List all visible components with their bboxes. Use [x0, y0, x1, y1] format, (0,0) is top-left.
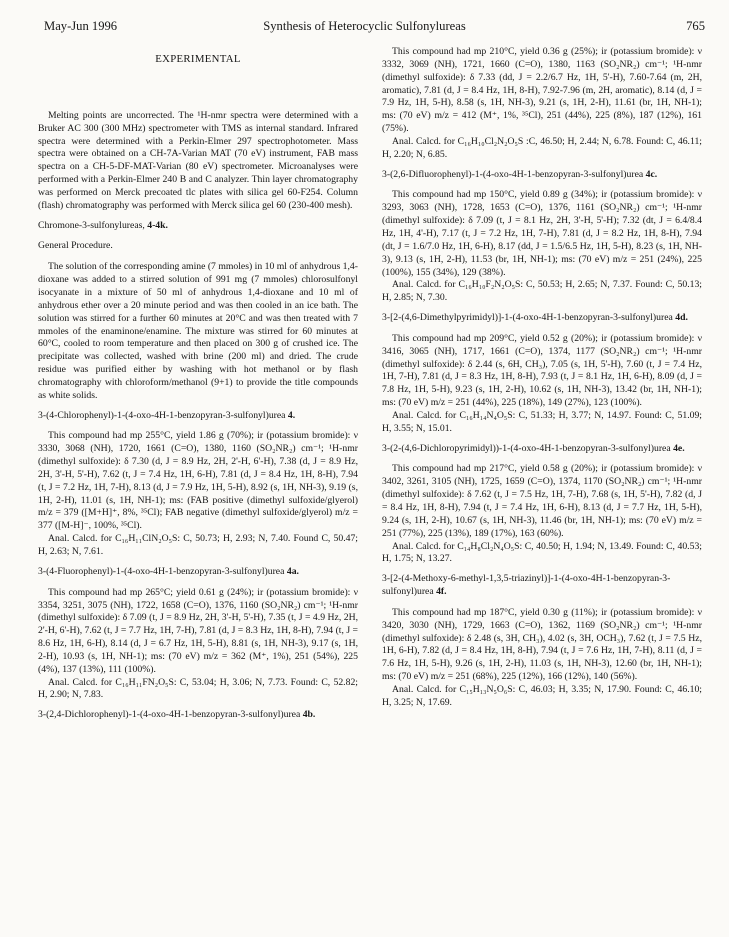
- compound-4e-data: This compound had mp 217°C, yield 0.58 g (20%); ir (potassium bromide): ν 3402, 3261, 3105 (NH), 1725, 1659 (C=O), 1374, 1170 (SO₂NR₂) cm⁻¹; ¹H-nmr (dimethyl sulfoxide): δ 7.62 (t, J = 7.5 Hz, 1H, 7-H), 7.68 (s, 1H, 5'-H), 7.82 (d, J = 8.4 Hz, 1H, 8-H), 7.94 (t, J = 7.4 Hz, 1H, 6-H), 8.13 (d, J = 7.7 Hz, 1H, 5-H), 9.24 (s, 1H, 2-H), 10.67 (s, 1H, NH-3), 11.46 (br, 1H, NH-1); ms: (70 eV) m/z = 251 (77%), 225 (13%), 189 (17%), 163 (60%).: [382, 463, 702, 539]
- general-methods-paragraph: Melting points are uncorrected. The ¹H-nmr spectra were determined with a Bruker AC 300 (300 MHz) spectrometer with TMS as internal standard. Infrared spectra were determined with a Perkin-Elmer 297 spectrophotometer. Mass spectra were obtained on a CH-7A-Varian MAT (70 eV) instrument, FAB mass spectra on a CH-5-DF-MAT-Varian (80 eV) spectrometer. Microanalyses were performed with a Perkin-Elmer 240 B and C analyzer. Thin layer chromatography was performed on Merck precoated tlc plates with silica gel 60-F254. Column (flash) chromatography was performed with Merck silica gel 60 (230-400 mesh).: [38, 109, 358, 211]
- compound-4b-ref: 4b.: [302, 709, 316, 721]
- compound-4f-ref: 4f.: [436, 586, 447, 598]
- compound-4e-analysis: Anal. Calcd. for C₁₄H₈Cl₂N₄O₅S: C, 40.50; H, 1.94; N, 13.49. Found: C, 40.53; H, 1.75; N, 13.27.: [382, 540, 702, 565]
- compound-4d-analysis: Anal. Calcd. for C₁₆H₁₄N₄O₅S: C, 51.33; H, 3.77; N, 14.97. Found: C, 51.09; H, 3.55; N, 15.01.: [382, 409, 702, 434]
- running-head-date: May-Jun 1996: [44, 19, 118, 33]
- general-procedure-paragraph: The solution of the corresponding amine (7 mmoles) in 10 ml of anhydrous 1,4-dioxane was added to a stirred solution of 991 mg (7 mmoles) chlorosulfonyl isocyanate in a mixture of 50 ml of anhydrous 1,4-dioxane and 10 ml of anhydrous ether over a 20 minute period and was then cooled in an ice bath. The solution was stirred for a further 60 minutes at 20°C and was then treated with 7 mmoles of the enaminone/enamine. The mixture was stirred for 60 minutes at 60°C, cooled to room temperature and then placed on 300 g of crushed ice. The precipitate was collected, washed with brine (200 ml) and dried. The crude residue was purified either by washing with hot methanol or by flash chromatography with chloroform/methanol (9+1) to provide the title compounds as white solids.: [38, 261, 358, 401]
- compound-4d-data: This compound had mp 209°C, yield 0.52 g (20%); ir (potassium bromide): ν 3416, 3065 (NH), 1717, 1661 (C=O), 1374, 1177 (SO₂NR₂) cm⁻¹; ¹H-nmr (dimethyl sulfoxide): δ 2.44 (s, 6H, CH₃), 7.05 (s, 1H, 5'-H), 7.60 (t, J = 7.4 Hz, 1H, 7-H), 7.81 (d, J = 8.3 Hz, 1H, 8-H), 7.93 (t, J = 8.1 Hz, 1H, 6-H), 8.09 (d, J = 7.8 Hz, 1H, 5-H), 9.23 (s, 1H, 2-H), 10.62 (s, 1H, NH-3), 13.42 (br, 1H, NH-1); ms: (70 eV) m/z = 251 (44%), 225 (18%), 149 (27%), 123 (100%).: [382, 332, 702, 409]
- compound-4-analysis: Anal. Calcd. for C₁₆H₁₁ClN₂O₅S: C, 50.73; H, 2.93; N, 7.40. Found C, 50.47; H, 2.63; N, 7.61.: [38, 533, 358, 557]
- compound-4a-data: This compound had mp 265°C; yield 0.61 g (24%); ir (potassium bromide): ν 3354, 3251, 3075 (NH), 1722, 1658 (C=O), 1376, 1160 (SO₂NR₂) cm⁻¹; ¹H-nmr (dimethyl sulfoxide): δ 7.09 (t, J = 8.9 Hz, 2H, 3'-H, 5'-H), 7.35 (t, J = 4.9 Hz, 2H, 2'-H, 6'-H), 7.62 (t, J = 7.7 Hz, 1H, 7-H), 7.81 (d, J = 8.3 Hz, 1H, 8-H), 7.94 (t, J = 8.6 Hz, 1H, 6-H), 8.14 (d, J = 6.7 Hz, 1H, 5-H), 8.81 (s, 1H, NH-3), 9.17 (s, 1H, 2-H), 10.93 (s, 1H, NH-1); ms: (70 eV) m/z = 362 (M⁺, 1%), 251 (54%), 225 (4%), 137 (13%), 111 (100%).: [38, 586, 358, 675]
- compound-4c-data: This compound had mp 150°C, yield 0.89 g (34%); ir (potassium bromide): ν 3293, 3063 (NH), 1728, 1653 (C=O), 1376, 1161 (SO₂NR₂) cm⁻¹; ¹H-nmr (dimethyl sulfoxide): δ 7.09 (t, J = 8.1 Hz, 2H, 3'-H, 5'-H); 7.32 (dt, J = 6.4/8.4 Hz, 1H, 4'-H), 7.17 (t, J = 7.2 Hz, 1H, 7-H), 7.81 (d, J = 8.2 Hz, 1H, 8-H), 7.94 (dt, J = 1.6/7.0 Hz, 1H, 6-H), 8.17 (dd, J = 1.5/6.5 Hz, 1H, 5-H), 8.23 (s, 1H, NH-3), 9.13 (s, 1H, 2-H), 11.53 (br, 1H, NH-1); ms: (70 eV) m/z = 251 (24%), 225 (100%), 155 (34%), 129 (38%).: [382, 189, 702, 278]
- compound-4c-title: 3-(2,6-Difluorophenyl)-1-(4-oxo-4H-1-benzopyran-3-sulfonyl)urea 4c.: [382, 168, 658, 180]
- right-column: [382, 46, 702, 710]
- compound-4d-title: 3-[2-(4,6-Dimethylpyrimidyl)]-1-(4-oxo-4H-1-benzopyran-3-sulfonyl)urea 4d.: [382, 312, 688, 324]
- subsection-compound-ref: 4-4k.: [147, 219, 168, 231]
- compound-4e-title: 3-(2-(4,6-Dichloropyrimidyl))-1-(4-oxo-4H-1-benzopyran-3-sulfonyl)urea 4e.: [382, 442, 685, 454]
- compound-4a-analysis: Anal. Calcd. for C₁₆H₁₁FN₂O₅S: C, 53.04; H, 3.06; N, 7.73. Found: C, 52.82; H, 2.90; N, 7.83.: [38, 676, 358, 701]
- compound-4f-title: 3-[2-(4-Methoxy-6-methyl-1,3,5-triazinyl)]-1-(4-oxo-4H-1-benzopyran-3-sulfonyl)urea 4f.: [382, 573, 671, 598]
- compound-4f-analysis: Anal. Calcd. for C₁₅H₁₃N₅O₆S: C, 46.03; H, 3.35; N, 17.90. Found: C, 46.10; H, 3.25; N, 17.69.: [382, 683, 702, 708]
- running-head-title: Synthesis of Heterocyclic Sulfonylureas: [263, 19, 466, 33]
- compound-4a-title: 3-(4-Fluorophenyl)-1-(4-oxo-4H-1-benzopyran-3-sulfonyl)urea 4a.: [38, 565, 299, 577]
- left-column: [38, 46, 358, 730]
- compound-4e-ref: 4e.: [673, 442, 685, 454]
- compound-4-ref: 4.: [287, 409, 296, 421]
- compound-4d-ref: 4d.: [675, 312, 688, 324]
- section-title-experimental: EXPERIMENTAL: [155, 53, 241, 65]
- compound-4b-analysis: Anal. Calcd. for C₁₆H₁₀Cl₂N₂O₅S :C, 46.50; H, 2.44; N, 6.78. Found: C, 46.11; H, 2.20; N, 6.85.: [382, 135, 702, 160]
- compound-4c-analysis: Anal. Calcd. for C₁₆H₁₀F₂N₂O₅S: C, 50.53; H, 2.65; N, 7.37. Found: C, 50.13; H, 2.85; N, 7.30.: [382, 279, 702, 304]
- compound-4b-data: This compound had mp 210°C, yield 0.36 g (25%); ir (potassium bromide): ν 3332, 3069 (NH), 1721, 1660 (C=O), 1380, 1163 (SO₂NR₂) cm⁻¹; ¹H-nmr (dimethyl sulfoxide): δ 7.33 (dd, J = 2.2/6.7 Hz, 1H, 5'-H), 7.60-7.64 (m, 2H, aromatic), 7.81 (d, J = 8.4 Hz, 1H, 8-H), 7.92-7.96 (m, 2H, aromatic), 8.14 (d, J = 7.9 Hz, 1H, 5-H), 8.58 (s, 1H, NH-3), 9.21 (s, 1H, 2-H), 11.61 (br, 1H, NH-1); ms: (70 eV) m/z = 412 (M⁺, 1%, ³⁵Cl), 251 (44%), 225 (8%), 187 (12%), 161 (75%).: [382, 46, 702, 135]
- procedure-title: General Procedure.: [38, 240, 113, 252]
- compound-4-data: This compound had mp 255°C, yield 1.86 g (70%); ir (potassium bromide): ν 3330, 3068 (NH), 1720, 1661 (C=O), 1380, 1160 (SO₂NR₂) cm⁻¹; ¹H-nmr (dimethyl sulfoxide): δ 7.30 (d, J = 8.9 Hz, 2H, 2'-H, 6'-H), 7.38 (d, J = 8.9 Hz, 2H, 3'-H, 5'-H), 7.62 (t, J = 7.4 Hz, 1H, 6-H), 7.81 (d, J = 8.4 Hz, 1H, 8-H), 7.94 (t, J = 7.2 Hz, 1H, 7-H), 8.13 (d, J = 7.9 Hz, 1H, 5-H), 8.92 (s, 1H, NH-3), 9.19 (s, 1H, 2-H), 11.01 (s, 1H, NH-1); ms: (FAB positive (dimethyl sulfoxide/glyerol) m/z = 379 ([M+H]⁺, 8%, ³⁵Cl); FAB negative (dimethyl sulfoxide/glyerol) m/z = 377 ([M-H]⁻, 100%, ³⁵Cl).: [38, 430, 358, 532]
- compound-4c-ref: 4c.: [645, 168, 658, 180]
- subsection-title: Chromone-3-sulfonylureas, 4-4k.: [38, 219, 168, 231]
- compound-4b-title: 3-(2,4-Dichlorophenyl)-1-(4-oxo-4H-1-benzopyran-3-sulfonyl)urea 4b.: [38, 709, 316, 721]
- page-number: 765: [686, 19, 705, 33]
- compound-4a-ref: 4a.: [286, 565, 299, 577]
- compound-4-title: 3-(4-Chlorophenyl)-1-(4-oxo-4H-1-benzopyran-3-sulfonyl)urea 4.: [38, 409, 296, 421]
- compound-4f-data: This compound had mp 187°C, yield 0.30 g (11%); ir (potassium bromide): ν 3420, 3030 (NH), 1729, 1663 (C=O), 1362, 1169 (SO₂NR₂) cm⁻¹; ¹H-nmr (dimethyl sulfoxide): δ 2.48 (s, 3H, CH₃), 4.02 (s, 3H, OCH₃), 7.62 (t, J = 7.5 Hz, 1H, 6-H), 7.82 (d, J = 8.4 Hz, 1H, 8-H), 7.94 (t, J = 7.6 Hz, 1H, 7-H), 8.11 (d, J = 7.6 Hz, 1H, 5-H), 9.26 (s, 1H, 2-H), 11.03 (s, 1H, NH-3), 12.60 (br, 1H, NH-1); ms: (70 eV) m/z = 251 (68%), 225 (12%), 166 (12%), 140 (56%).: [382, 606, 702, 683]
